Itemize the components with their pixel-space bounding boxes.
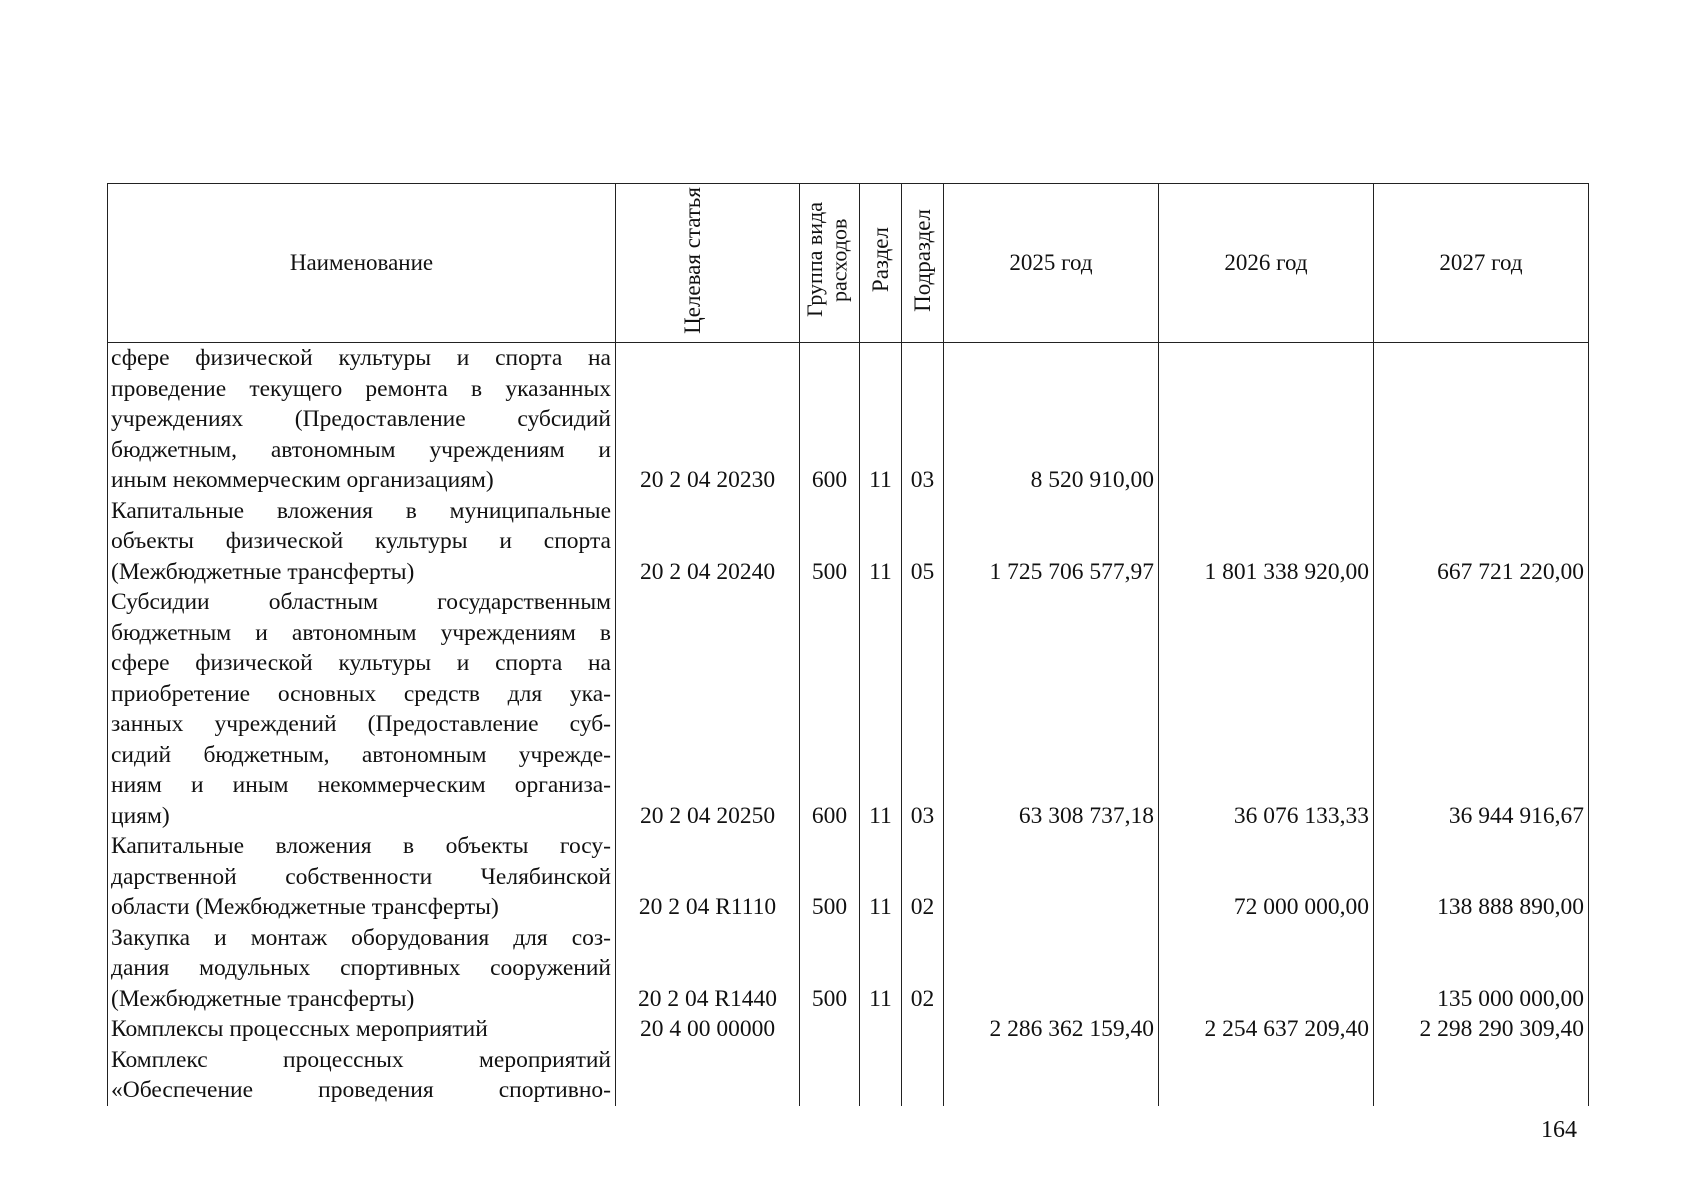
item-name-line: сфере физической культуры и спорта на [111,345,611,371]
item-name-cell [108,831,616,923]
item-name-cell [108,1045,616,1106]
target-article-cell: 20 2 04 20240 [616,496,800,588]
amount-2027-cell [1374,343,1589,496]
amount-2025-cell [944,1045,1159,1106]
subsection-cell: 05 [902,496,944,588]
target-article-cell [616,1045,800,1106]
amount-2027-cell: 135 000 000,00 [1374,923,1589,1015]
budget-table [107,183,1589,1106]
header-2027: 2027 год [1374,184,1589,343]
amount-2026-cell: 36 076 133,33 [1159,587,1374,831]
item-name-cell [108,587,616,831]
amount-2027-cell: 36 944 916,67 [1374,587,1589,831]
amount-2027-cell: 2 298 290 309,40 [1374,1014,1589,1045]
amount-2026-cell [1159,343,1374,496]
amount-2026-cell [1159,1045,1374,1106]
target-article-cell: 20 2 04 R1440 [616,923,800,1015]
amount-2025-cell: 2 286 362 159,40 [944,1014,1159,1045]
item-name-line: объекты физической культуры и спорта [111,528,611,554]
header-2026: 2026 год [1159,184,1374,343]
amount-2025-cell [944,831,1159,923]
item-name-line: Комплекс процессных мероприятий [111,1046,611,1073]
amount-2025-cell: 1 725 706 577,97 [944,496,1159,588]
page-number: 164 [1541,1117,1577,1143]
table-row [108,496,1589,588]
item-name-line: дарственной собственности Челябинской [111,863,611,890]
amount-2026-cell: 2 254 637 209,40 [1159,1014,1374,1045]
amount-2026-cell [1159,923,1374,1015]
item-name-line: (Межбюджетные трансферты) [111,985,415,1012]
table-body [108,343,1589,1106]
expense-group-cell: 500 [800,831,860,923]
section-cell: 11 [860,923,902,1015]
amount-2027-cell: 667 721 220,00 [1374,496,1589,588]
subsection-cell: 03 [902,587,944,831]
section-cell: 11 [860,343,902,496]
expense-group-cell: 500 [800,923,860,1015]
item-name-line: бюджетным и автономным учреждениям в [111,619,611,646]
item-name-cell [108,923,616,1015]
table-row [108,1045,1589,1106]
amount-2025-cell [944,923,1159,1015]
item-name-line: Капитальные вложения в муниципальные [111,497,611,524]
expense-group-cell: 600 [800,343,860,496]
amount-2026-cell: 72 000 000,00 [1159,831,1374,923]
item-name-line: Закупка и монтаж оборудования для соз- [111,924,611,951]
section-cell: 11 [860,496,902,588]
item-name-line: (Межбюджетные трансферты) [111,558,415,585]
section-cell: 11 [860,587,902,831]
item-name-line: ниям и иным некоммерческим организа- [111,772,611,798]
item-name-line: циям) [111,802,170,829]
item-name-line: проведение текущего ремонта в указанных [111,375,611,402]
expense-group-cell: 500 [800,496,860,588]
amount-2027-cell: 138 888 890,00 [1374,831,1589,923]
item-name-line: сидий бюджетным, автономным учрежде- [111,741,611,768]
item-name-line: иным некоммерческим организациям) [111,467,494,493]
header-target-article: Целевая статья [616,184,800,343]
amount-2025-cell: 8 520 910,00 [944,343,1159,496]
amount-2027-cell [1374,1045,1589,1106]
item-name-line: области (Межбюджетные трансферты) [111,894,499,920]
item-name-line: занных учреждений (Предоставление суб- [111,711,611,737]
item-name-cell [108,343,616,496]
amount-2025-cell: 63 308 737,18 [944,587,1159,831]
target-article-cell: 20 2 04 20230 [616,343,800,496]
item-name-line: бюджетным, автономным учреждениям и [111,436,611,463]
subsection-cell: 02 [902,831,944,923]
item-name-line: учреждениях (Предоставление субсидий [111,406,611,432]
subsection-cell [902,1045,944,1106]
item-name-line: Субсидии областным государственным [111,589,611,615]
table-row [108,831,1589,923]
item-name-cell [108,1014,616,1045]
item-name-line: дания модульных спортивных сооружений [111,955,611,981]
table-row [108,923,1589,1015]
subsection-cell: 03 [902,343,944,496]
item-name-line: Капитальные вложения в объекты госу- [111,833,611,859]
header-2025: 2025 год [944,184,1159,343]
table-row [108,587,1589,831]
section-cell: 11 [860,831,902,923]
table-header-row [108,184,1589,343]
item-name-line: Комплексы процессных мероприятий [111,1016,488,1042]
target-article-cell: 20 2 04 R1110 [616,831,800,923]
section-cell [860,1045,902,1106]
table-row [108,1014,1589,1045]
subsection-cell [902,1014,944,1045]
item-name-line: «Обеспечение проведения спортивно- [111,1077,611,1103]
expense-group-cell: 600 [800,587,860,831]
expense-group-cell [800,1045,860,1106]
item-name-line: сфере физической культуры и спорта на [111,650,611,676]
amount-2026-cell: 1 801 338 920,00 [1159,496,1374,588]
header-section: Раздел [860,184,902,343]
section-cell [860,1014,902,1045]
expense-group-cell [800,1014,860,1045]
header-expense-group: Группа вида расходов [800,184,860,343]
header-name: Наименование [108,184,616,343]
item-name-cell [108,496,616,588]
subsection-cell: 02 [902,923,944,1015]
target-article-cell: 20 2 04 20250 [616,587,800,831]
table-row [108,343,1589,496]
header-subsection: Подраздел [902,184,944,343]
target-article-cell: 20 4 00 00000 [616,1014,800,1045]
item-name-line: приобретение основных средств для ука- [111,680,611,707]
